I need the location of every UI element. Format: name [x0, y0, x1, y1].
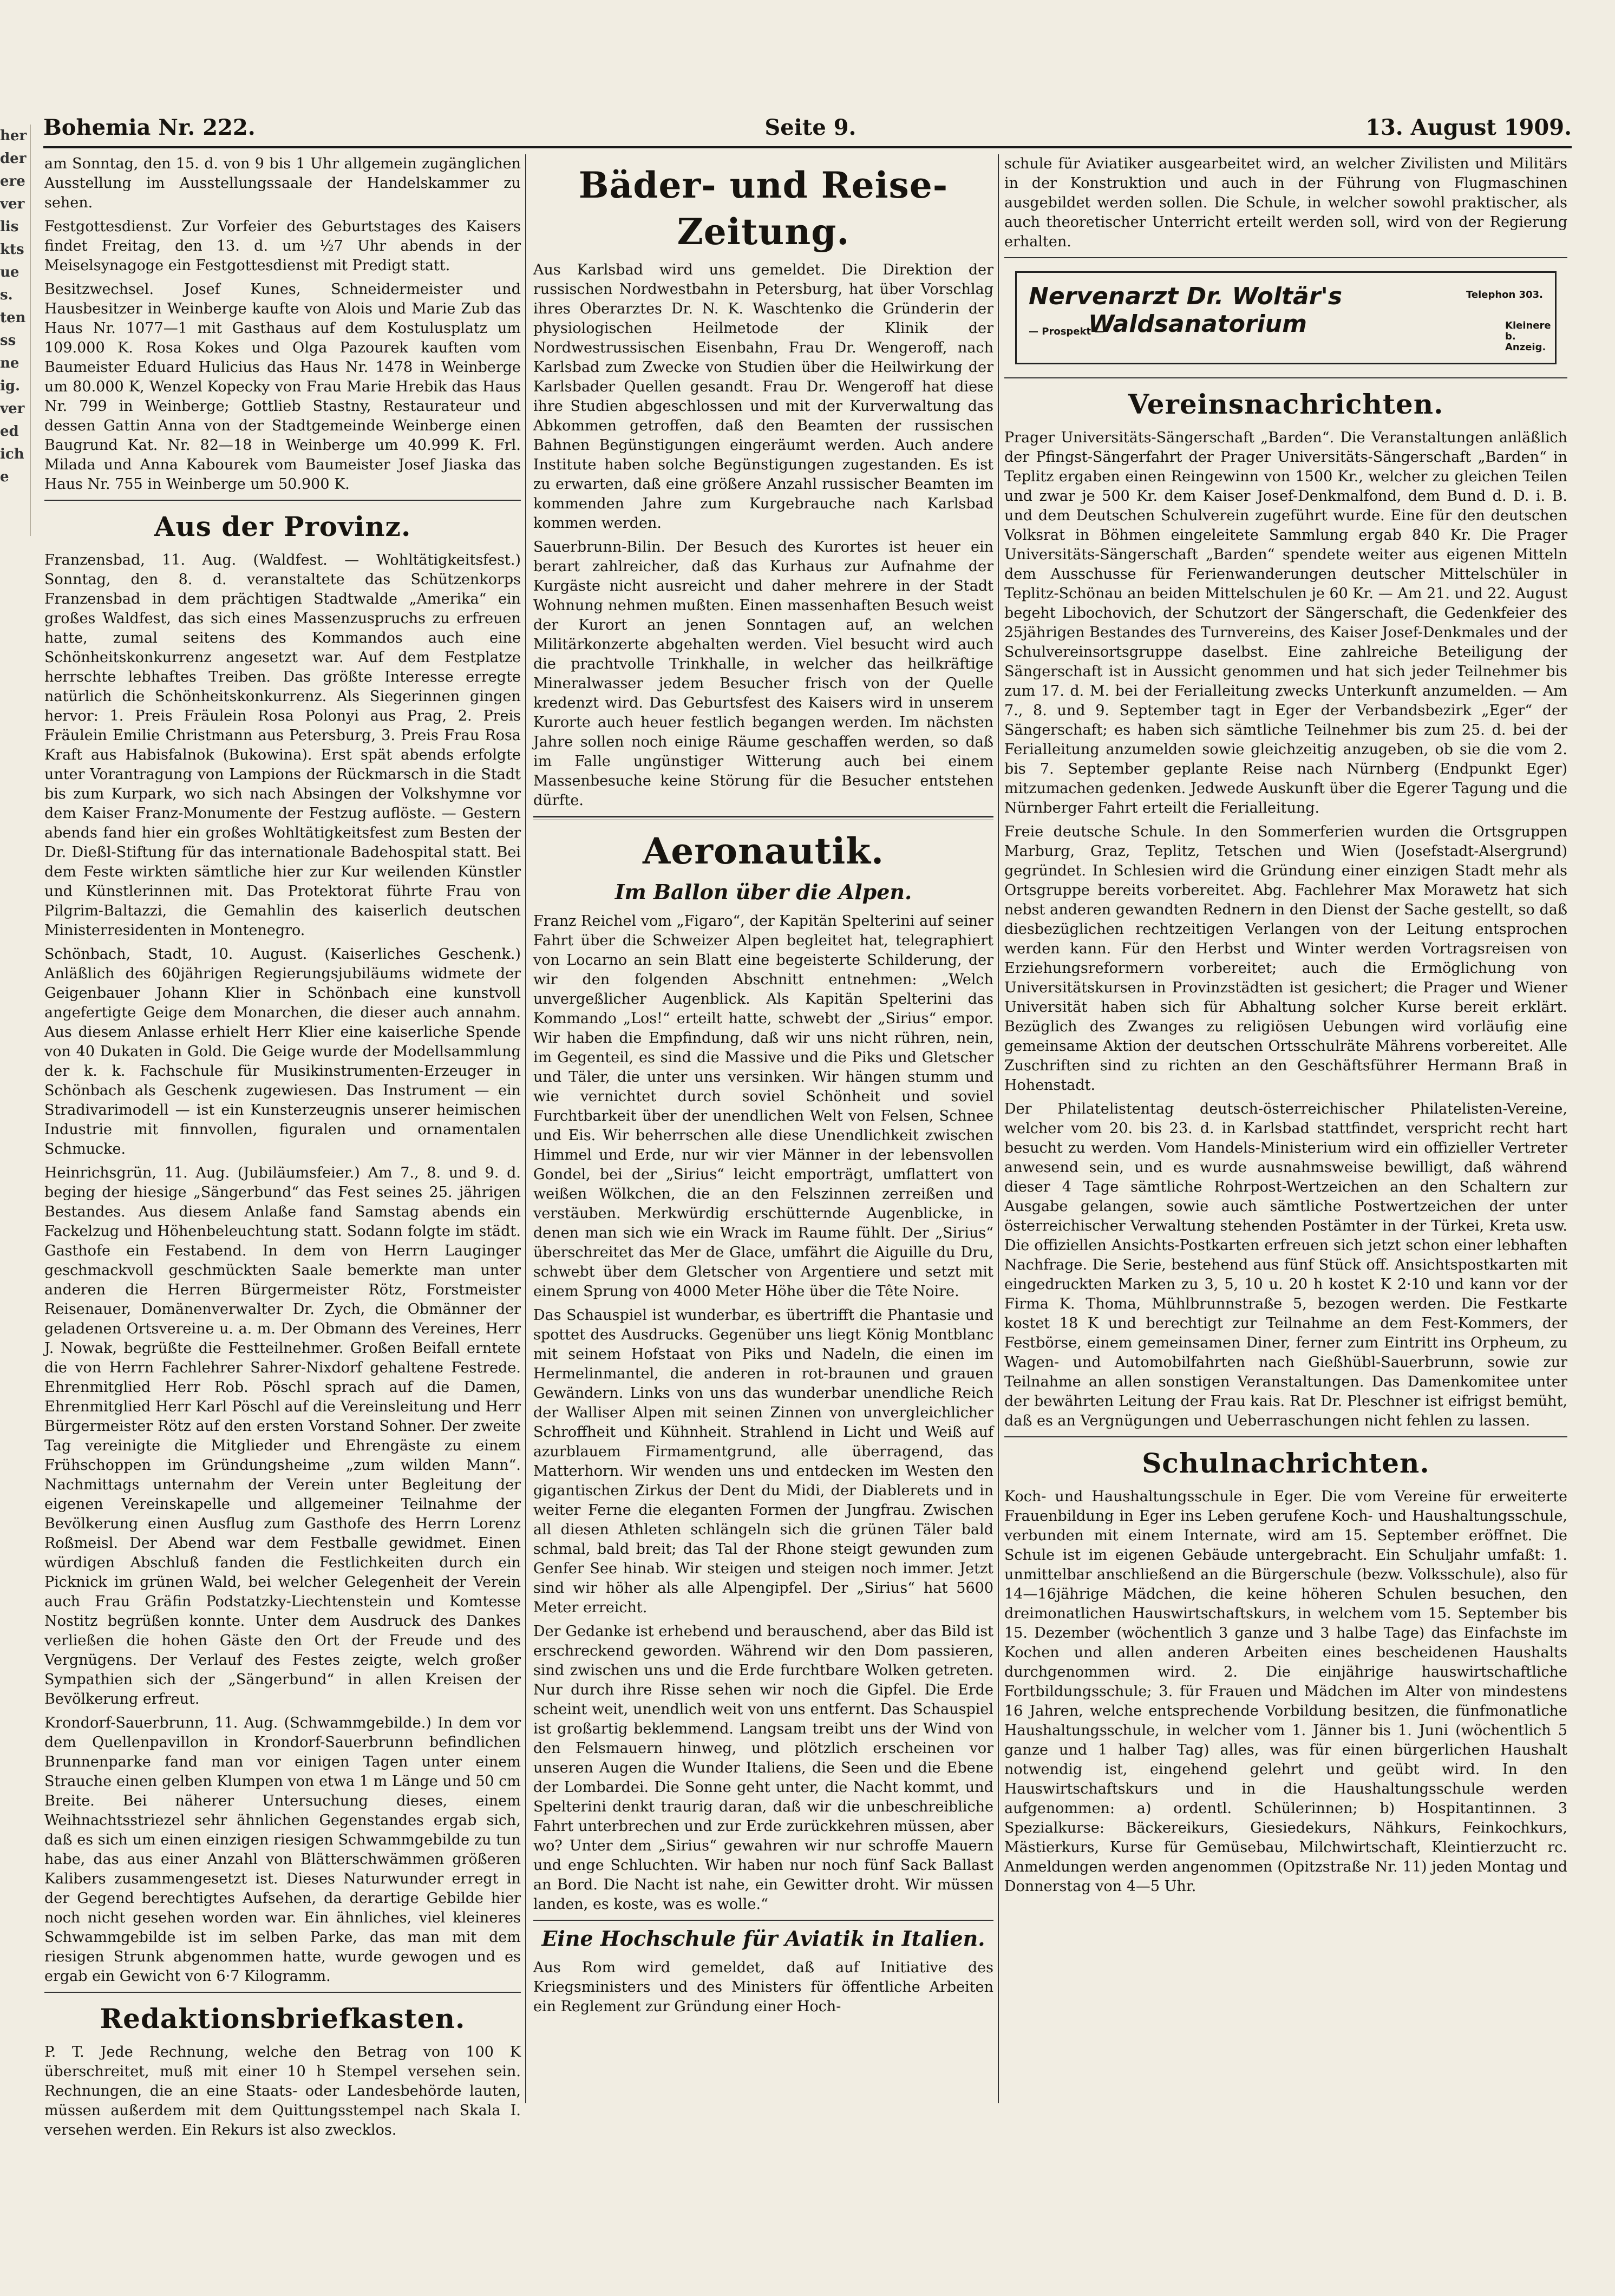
section-rule: [1004, 1436, 1567, 1437]
article-paragraph: Koch- und Haushaltungsschule in Eger. Die vom Vereine für erweiterte Frauenbildung in Eger ins Leben gerufene Koch- und Haushaltungsschule, verbunden mit einem Internate, wird am 15. September eröffnet. Die Schule ist im eigenen Gebäude untergebracht. Ein Schuljahr umfaßt: 1. unmittelbar anschließend an die Bürgerschule (bezw. Volksschule), also für 14—16jährige Mädchen, die keine höheren Schulen besuchen, den dreimonatlichen Hauswirtschaftskurs, in welchem vom 15. September bis 15. Dezember (wöchentlich 3 ganze und 3 halbe Tage) das Einfachste im Kochen und allen anderen Arbeiten eines bescheidenen Haushalts durchgenommen wird. 2. Die einjährige hauswirtschaftliche Fortbildungsschule; 3. für Frauen und Mädchen im Alter von mindestens 16 Jahren, welche entsprechende Vorbildung besitzen, die fünfmonatliche Haushaltungsschule, in welcher vom 1. Jänner bis 1. Juni (wöchentlich 5 ganze und 1 halber Tag) alles, was für einen bürgerlichen Haushalt notwendig ist, eingehend gelehrt und geübt wird. In den Hauswirtschaftskurs und in die Haushaltungsschule werden aufgenommen: a) ordentl. Schülerinnen; b) Hospitantinnen. 3 Spezialkurse: Bäckereikurs, Giesiedekurs, Nähkurs, Feinkochkurs, Mästierkurs, Kurse für Gemüsebau, Milchwirtschaft, Kleintierzucht rc. Anmeldungen werden angenommen (Opitzstraße Nr. 11) jeden Montag und Donnerstag von 4—5 Uhr.: [1004, 1488, 1567, 1895]
edge-line: ig.: [0, 378, 21, 394]
edge-line: lis: [0, 219, 19, 235]
article-paragraph: Der Gedanke ist erhebend und berauschend, aber das Bild ist erschreckend geworden. Während wir den Dom passieren, sind zwischen uns und die Erde furchtbare Wolken getreten. Nur durch ihre Risse sehen wir noch die Gipfel. Die Erde scheint weit, unendlich weit von uns entfernt. Das Schauspiel ist großartig beklemmend. Langsam treibt uns der Wind von den Felsmauern hinweg, und plötzlich erscheinen vor unseren Augen die Wunder Italiens, die Seen und die Ebene der Lombardei. Die Sonne geht unter, die Nacht kommt, und Spelterini denkt traurig daran, daß wir die unbeschreibliche Fahrt unterbrechen und zur Erde zurückkehren müssen, aber wo? Unter dem „Sirius“ gewahren wir nur schroffe Mauern und enge Schluchten. Wir haben nur noch fünf Sack Ballast an Bord. Die Nacht ist nahe, ein Gewitter droht. Wir müssen landen, es koste, was es wolle.“: [533, 1623, 993, 1913]
section-heading: Bäder- und Reise-Zeitung.: [578, 164, 949, 253]
article-paragraph: Franz Reichel vom „Figaro“, der Kapitän Spelterini auf seiner Fahrt über die Schweizer Alpen begleitet hat, telegraphiert von Locarno an sein Blatt eine begeisterte Schilderung, der wir den folgenden Abschnitt entnehmen: „Welch unvergeßlicher Augenblick. Als Kapitän Spelterini das Kommando „Los!“ erteilt hatte, schwebt der „Sirius“ empor. Wir haben die Empfindung, daß wir uns nicht rühren, nein, im Gegenteil, es sind die Massive und die Piks und Gletscher und Täler, die unter uns versinken. Wir hängen stumm und wie vernichtet durch soviel Schönheit und soviel Furchtbarkeit über der unendlichen Welt von Felsen, Schnee und Eis. Wir beherrschen alle diese Unendlichkeit zwischen Himmel und Erde, nur wir vier Männer in der lebensvollen Gondel, bei der „Sirius“ leicht emporträgt, umflattert von weißen Wölkchen, die an den Felszinnen zerreißen und verstäuben. Merkwürdig erschütternde Augenblicke, in denen man sich wie ein Wrack im Raume fühlt. Der „Sirius“ überschreitet das Mer de Glace, umfährt die Aiguille du Dru, schwebt über dem Gletscher von Argentiere und setzt mit einem Sprung von 4000 Meter Höhe über die Tête Noire.: [533, 913, 993, 1300]
article-paragraph: Heinrichsgrün, 11. Aug. (Jubiläumsfeier.) Am 7., 8. und 9. d. beging der hiesige „Sängerbund“ das Fest seines 25. jährigen Bestandes. Aus diesem Anlaße fand Samstag abends ein Fackelzug und Höhenbeleuchtung statt. Sodann folgte im städt. Gasthofe ein Festabend. In dem von Herrn Lauginger geschmackvoll geschmückten Saale bemerkte man unter anderen die Herren Bürgermeister Rötz, Forstmeister Reisenauer, Domänenverwalter Dr. Zych, die Obmänner der geladenen Ortsvereine u. a. m. Der Obmann des Vereines, Herr J. Nowak, begrüßte die Festteilnehmer. Großen Beifall erntete die von Herrn Fachlehrer Sahrer-Nixdorf gehaltene Festrede. Ehrenmitglied Herr Rob. Pöschl sprach auf die Damen, Ehrenmitglied Herr Karl Pöschl auf die Vereinsleitung und Herr Bürgermeister Rötz auf den ersten Vorstand Sohner. Der zweite Tag vereinigte die Mitglieder und Ehrengäste zu einem Frühschoppen im Gründungsheime „zum wilden Mann“. Nachmittags unternahm der Verein unter Begleitung der eigenen Vereinskapelle und allgemeiner Teilnahme der Bevölkerung einen Ausflug zum Gasthofe des Herrn Lorenz Roßmeisl. Der Abend war dem Festballe gewidmet. Einen würdigen Abschluß fanden die Festlichkeiten durch ein Picknick im grünen Wald, bei welcher Gelegenheit der Verein auch Frau Gräfin Podstatzky-Liechtenstein und Komtesse Nostitz begrüßen konnte. Unter dem Ausdruck des Dankes verließen die hohen Gäste den Ort der Freude und des Vergnügens. Der Verlauf des Festes zeigte, welch großer Sympathien sich der „Sängerbund“ in allen Kreisen der Bevölkerung erfreut.: [44, 1165, 521, 1708]
section-rule: [1004, 377, 1567, 378]
ad-telephone: Telephon 303.: [1466, 289, 1543, 300]
edge-line: ne: [0, 355, 19, 371]
section-heading: Aeronautik.: [643, 830, 884, 872]
edge-line: s.: [0, 287, 13, 303]
section-heading: Aus der Provinz.: [154, 511, 411, 542]
edge-line: e: [0, 469, 9, 485]
edge-line: ue: [0, 264, 19, 280]
edge-line: ed: [0, 423, 19, 440]
issue-date: 13. August 1909.: [1365, 114, 1572, 140]
page-number: Seite 9.: [764, 114, 856, 140]
edge-line: der: [0, 151, 27, 167]
page-header: [43, 108, 1572, 148]
article-paragraph: Aus Karlsbad wird uns gemeldet. Die Direktion der russischen Nordwestbahn in Petersburg, hat über Vorschlag ihres Oberarztes Dr. N. K. Waschtenko die Gründerin der physiologischen Heilmetode der Klinik der Nordwestrussischen Eisenbahn, Frau Dr. Wengeroff, nach Karlsbad zum Zwecke von Studien über die Heilwirkung der Karlsbader Quellen gesandt. Frau Dr. Wengeroff hat diese ihre Studien abgeschlossen und mit der Kurverwaltung das Abkommen getroffen, daß den Beamten der russischen Bahnen Begünstigungen eingeräumt werden. Auch andere Institute haben solche Begünstigungen zugestanden. Es ist zu erwarten, daß eine größere Anzahl russischer Beamten im kommenden Jahre zum Kurgebrauche nach Karlsbad kommen werden.: [533, 261, 993, 532]
column-right: [1004, 154, 1567, 2103]
edge-line: ver: [0, 401, 25, 417]
edge-line: ere: [0, 173, 25, 189]
edge-line: ss: [0, 332, 16, 349]
article-paragraph: Der Philatelistentag deutsch-österreichischer Philatelisten-Vereine, welcher vom 20. bis 23. d. in Karlsbad stattfindet, verspricht recht hart besucht zu werden. Vom Handels-Ministerium wird ein offizieller Vertreter anwesend sein, und es wurde ausnahmsweise bewilligt, daß während dieser 4 Tage sämtliche Rohrpost-Wertzeichen an den Schaltern zur Ausgabe gelangen, sowie auch sämtliche Postwertzeichen der unter österreichischer Verwaltung stehenden Postämter in der Türkei, Kreta usw. Die offiziellen Ansichts-Postkarten erfreuen sich jetzt schon einer lebhaften Nachfrage. Die Serie, bestehend aus fünf Stück off. Ansichtspostkarten mit eingedruckten Marken zu 3, 5, 10 u. 20 h kostet K 2·10 und kann vor der Firma K. Thoma, Mühlbrunnstraße 5, bezogen werden. Die Festkarte kostet 18 K und berechtigt zur Teilnahme an dem Fest-Kommers, der Festbörse, einem gemeinsamen Diner, ferner zum Eintritt ins Orpheum, zu Wagen- und Automobilfahrten nach Gießhübl-Sauerbrunn, sowie zur Teilnahme an allen sonstigen Veranstaltungen. Das Damenkomitee unter der bewährten Leitung der Frau kais. Rat Dr. Pleschner ist eifrigst bemüht, daß es an Vergnügungen und Ueberraschungen nicht fehlen zu lassen.: [1004, 1101, 1567, 1429]
edge-line: her: [0, 128, 27, 144]
section-heading: Redaktionsbriefkasten.: [100, 2003, 466, 2035]
section-heading: Vereinsnachrichten.: [1128, 388, 1444, 420]
ad-subtitle: Waldsanatorium: [1088, 310, 1307, 338]
section-rule: [533, 1920, 993, 1921]
article-paragraph: Festgottesdienst. Zur Vorfeier des Geburtstages des Kaisers findet Freitag, den 13. d. um ½7 Uhr abends in der Meiselsynagoge ein Festgottesdienst mit Predigt statt.: [44, 218, 521, 274]
advertisement-box: [1015, 271, 1557, 364]
adjacent-page-edge: [0, 125, 31, 536]
section-rule: [1004, 257, 1567, 258]
article-subheading: Im Ballon über die Alpen.: [614, 880, 912, 904]
edge-line: kts: [0, 241, 24, 258]
article-subheading: Eine Hochschule für Aviatik in Italien.: [541, 1926, 985, 1951]
column-divider: [525, 154, 526, 2103]
edge-line: ich: [0, 446, 24, 462]
section-rule: [44, 1992, 521, 1993]
edge-line: ver: [0, 196, 25, 212]
column-middle: [533, 154, 993, 2103]
article-paragraph: Freie deutsche Schule. In den Sommerferien wurden die Ortsgruppen Marburg, Graz, Teplitz, Tetschen und Wien (Josefstadt-Alsergrund) gegründet. In Schlesien wird die Gründung einer einzigen Stadt mehr als Ortsgruppe bereits vorbereitet. Abg. Fachlehrer Max Morawetz hat sich nebst anderen gewandten Rednern in den Dienst der Sache gestellt, so daß diesbezüglichen rechtzeitigen Verlangen von der Leitung entsprochen werden kann. Für den Herbst und Winter werden Vortragsreisen von Erziehungsreformern vorbereitet; auch die Ermöglichung von Universitätskursen in Provinzstädten ist gesichert; die Prager und Wiener Universität haben sich für Abhaltung solcher Kurse bereit erklärt. Bezüglich des Zwanges zu religiösen Uebungen wird vorläufig eine gemeinsame Aktion der deutschen Ortsschulräte Mährens vorbereitet. Alle Zuschriften sind zu richten an den Geschäftsführer Hermann Braß in Hohenstadt.: [1004, 823, 1567, 1094]
column-left: [44, 154, 521, 2138]
article-paragraph: Franzensbad, 11. Aug. (Waldfest. — Wohltätigkeitsfest.) Sonntag, den 8. d. veranstaltete das Schützenkorps Franzensbad in dem prächtigen Stadtwalde „Amerika“ ein großes Waldfest, das sich eines Massenzuspruchs zu erfreuen hatte, zumal seitens des Kommandos auch eine Schönheitskonkurrenz angesetzt war. Auf dem Festplatze herrschte lebhaftes Treiben. Das größte Interesse erregte natürlich die Schönheitskonkurrenz. Als Siegerinnen gingen hervor: 1. Preis Fräulein Rosa Polonyi aus Prag, 2. Preis Fräulein Emilie Christmann aus Petersburg, 3. Preis Frau Rosa Kraft aus Habisfalnok (Bukowina). Erst spät abends erfolgte unter Vorantragung von Lampions der Rückmarsch in die Stadt bis zum Kurpark, wo sich nach Absingen der Volkshymne vor dem Kaiser Franz-Monumente der Festzug auflöste. — Gestern abends fand hier ein großes Wohltätigkeitsfest zum Besten der Dr. Dießl-Stiftung für das internationale Badehospital statt. Bei dem Feste wirkten sämtliche hier zur Kur weilenden Künstler und Künstlerinnen mit. Das Protektorat führte Frau von Pilgrim-Baltazzi, die Gemahlin des kaiserlich deutschen Ministerresidenten in Montenegro.: [44, 552, 521, 939]
article-paragraph: Schönbach, Stadt, 10. August. (Kaiserliches Geschenk.) Anläßlich des 60jährigen Regierungsjubiläums widmete der Geigenbauer Johann Klier in Schönbach eine kunstvoll angefertigte Geige dem Monarchen, die dieser auch annahm. Aus diesem Anlasse erhielt Herr Klier eine kaiserliche Spende von 40 Dukaten in Gold. Die Geige wurde der Modellsammlung der k. k. Fachschule für Musikinstrumenten-Erzeuger in Schönbach als Geschenk zugewiesen. Das Instrument — ein Stradivarimodell — ist ein Kunsterzeugnis unserer heimischen Industrie mit finnvollen, figuralen und ornamentalen Schmucke.: [44, 946, 521, 1157]
article-paragraph: Krondorf-Sauerbrunn, 11. Aug. (Schwammgebilde.) In dem vor dem Quellenpavillon in Krondorf-Sauerbrunn befindlichen Brunnenparke fand man vor einigen Tagen unter einem Strauche einen gelben Klumpen von etwa 1 m Länge und 50 cm Breite. Bei näherer Untersuchung dieses, einem Weihnachtsstriezel sehr ähnlichen Gegenstandes ergab sich, daß es sich um einen einzigen riesigen Schwammgebilde zu tun habe, das aus einer Anzahl von Blätterschwämmen größeren Kalibers zusammengesetzt ist. Dieses Naturwunder erregt in der Gegend berechtigtes Aufsehen, da derartige Gebilde hier noch nicht gesehen worden war. Ein ähnliches, viel kleineres Schwammgebilde ist im selben Parke, das man mit dem riesigen Strunk abgenommen hatte, wurde gewogen und es ergab ein Gewicht von 6·7 Kilogramm.: [44, 1715, 521, 1985]
issue-number: Bohemia Nr. 222.: [43, 114, 256, 140]
article-paragraph: am Sonntag, den 15. d. von 9 bis 1 Uhr allgemein zugänglichen Ausstellung im Ausstellungssaale der Handelskammer zu sehen.: [44, 155, 521, 211]
ad-title: Nervenarzt Dr. Woltär's: [1029, 283, 1343, 310]
article-paragraph: Prager Universitäts-Sängerschaft „Barden“. Die Veranstaltungen anläßlich der Pfingst-Sängerfahrt der Prager Universitäts-Sängerschaft „Barden“ in Teplitz ergaben einen Reingewinn von 1500 Kr., welcher zu gleichen Teilen und zwar je 500 Kr. dem Kaiser Josef-Denkmalfond, dem Bund d. D. i. B. und dem Deutschen Schulverein zugeführt wurde. Eine für den deutschen Volksrat in Böhmen eingeleitete Sammlung ergab 840 Kr. Die Prager Universitäts-Sängerschaft „Barden“ spendete weiter aus eigenen Mitteln dem Ausschusse für Ferienwanderungen deutscher Mittelschüler in Teplitz-Schönau an beiden Mittelschulen je 60 Kr. — Am 21. und 22. August begeht Libochovich, der Schutzort der Sängerschaft, die Gedenkfeier des 25jährigen Bestandes des Turnvereins, des Kaiser Josef-Denkmales und der Schulvereinsortsgruppe daselbst. Eine zahlreiche Beteiligung der Sängerschaft ist in Aussicht genommen und hat sich jeder Teilnehmer bis zum 17. d. M. bei der Ferialleitung zwecks Unterkunft anzumelden. — Am 7., 8. und 9. September tagt in Eger der Verbandsbezirk „Eger“ der Sängerschaft; es haben sich sämtliche Teilnehmer bis zum 25. d. bei der Ferialleitung anzumelden sowie gleichzeitig anzugeben, ob sie die vom 2. bis 7. September geplante Reise nach Nürnberg (Endpunkt Eger) mitzumachen gedenken. Jedwede Auskunft über die Egerer Tagung und die Nürnberger Fahrt erteilt die Ferialleitung.: [1004, 429, 1567, 816]
article-paragraph: Aus Rom wird gemeldet, daß auf Initiative des Kriegsministers und des Ministers für öffentliche Arbeiten ein Reglement zur Gründung einer Hoch-: [533, 1959, 993, 2015]
article-paragraph: Das Schauspiel ist wunderbar, es übertrifft die Phantasie und spottet des Ausdrucks. Gegenüber uns liegt König Montblanc mit seinem Hofstaat von Piks und Nadeln, die einen im Hermelinmantel, die anderen in rot-braunen und grauen Gewändern. Links von uns das wunderbar unendliche Reich der Walliser Alpen mit seinen Zinnen von unvergleichlicher Schroffheit und Kühnheit. Strahlend in Licht und Weiß auf azurblauem Firmamentgrund, alle überragend, das Matterhorn. Wir wenden uns und entdecken im Westen den gigantischen Zirkus der Dent du Midi, der Diablerets und in weiter Ferne die eleganten Formen der Jungfrau. Zwischen all diesen Athleten schlängeln sich die grünen Täler bald schmal, bald breit; das Tal der Rhone steigt gewunden zum Genfer See hinab. Wir steigen und steigen noch immer. Jetzt sind wir höher als alle Alpengipfel. Der „Sirius“ hat 5600 Meter erreicht.: [533, 1307, 993, 1616]
ad-note: Kleinere b. Anzeig.: [1505, 320, 1551, 353]
article-paragraph: Besitzwechsel. Josef Kunes, Schneidermeister und Hausbesitzer in Weinberge kaufte von Alois und Marie Zub das Haus Nr. 1077—1 mit Gasthaus auf dem Kostulusplatz um 109.000 K. Rosa Kokes und Olga Pazourek kauften vom Baumeister Eduard Hulicius das Haus Nr. 1478 in Weinberge um 80.000 K, Wenzel Kopecky von Frau Marie Hrebik das Haus Nr. 799 in Weinberge; Gottlieb Stastny, Restaurateur und dessen Gattin Anna von der Stadtgemeinde Weinberge einen Baugrund Kat. Nr. 82—18 in Weinberge um 40.999 K. Frl. Milada und Anna Kabourek vom Baumeister Josef Jiaska das Haus Nr. 755 in Weinberge um 50.900 K.: [44, 281, 521, 493]
column-divider: [998, 154, 999, 2103]
section-rule: [533, 816, 993, 820]
section-heading: Schulnachrichten.: [1142, 1447, 1430, 1479]
section-rule: [44, 500, 521, 501]
article-paragraph: schule für Aviatiker ausgearbeitet wird, an welcher Zivilisten und Militärs in der Konstruktion und auch in der Führung von Flugmaschinen ausgebildet werden sollen. Die Schule, in welcher sowohl praktischer, als auch theoretischer Unterricht erteilt werden soll, wird von der Regierung erhalten.: [1004, 155, 1567, 250]
article-paragraph: Sauerbrunn-Bilin. Der Besuch des Kurortes ist heuer ein berart zahlreicher, daß das Kurhaus zur Aufnahme der Kurgäste nicht ausreicht und daher mehrere in der Stadt Wohnung nehmen mußten. Einen massenhaften Besuch weist der Kurort an jenen Sonntagen auf, an welchen Militärkonzerte abgehalten werden. Viel besucht wird auch die prachtvolle Trinkhalle, in welcher das heilkräftige Mineralwasser jedem Besucher frisch von der Quelle kredenzt wird. Das Geburtsfest des Kaisers wird in unserem Kurorte auch heuer festlich begangen werden. Im nächsten Jahre sollen noch einige Räume geschaffen werden, so daß im Falle ungünstiger Witterung auch bei einem Massenbesuche keine Störung für die Besucher entstehen dürfte.: [533, 539, 993, 809]
edge-line: ten: [0, 310, 26, 326]
article-paragraph: P. T. Jede Rechnung, welche den Betrag von 100 K überschreitet, muß mit einer 10 h Stempel versehen sein. Rechnungen, die an eine Staats- oder Landesbehörde lauten, müssen außerdem mit dem Quittungsstempel nach Skala I. versehen werden. Ein Rekurs ist also zwecklos.: [44, 2044, 521, 2138]
ad-prospekt: — Prospekt —: [1029, 326, 1104, 337]
